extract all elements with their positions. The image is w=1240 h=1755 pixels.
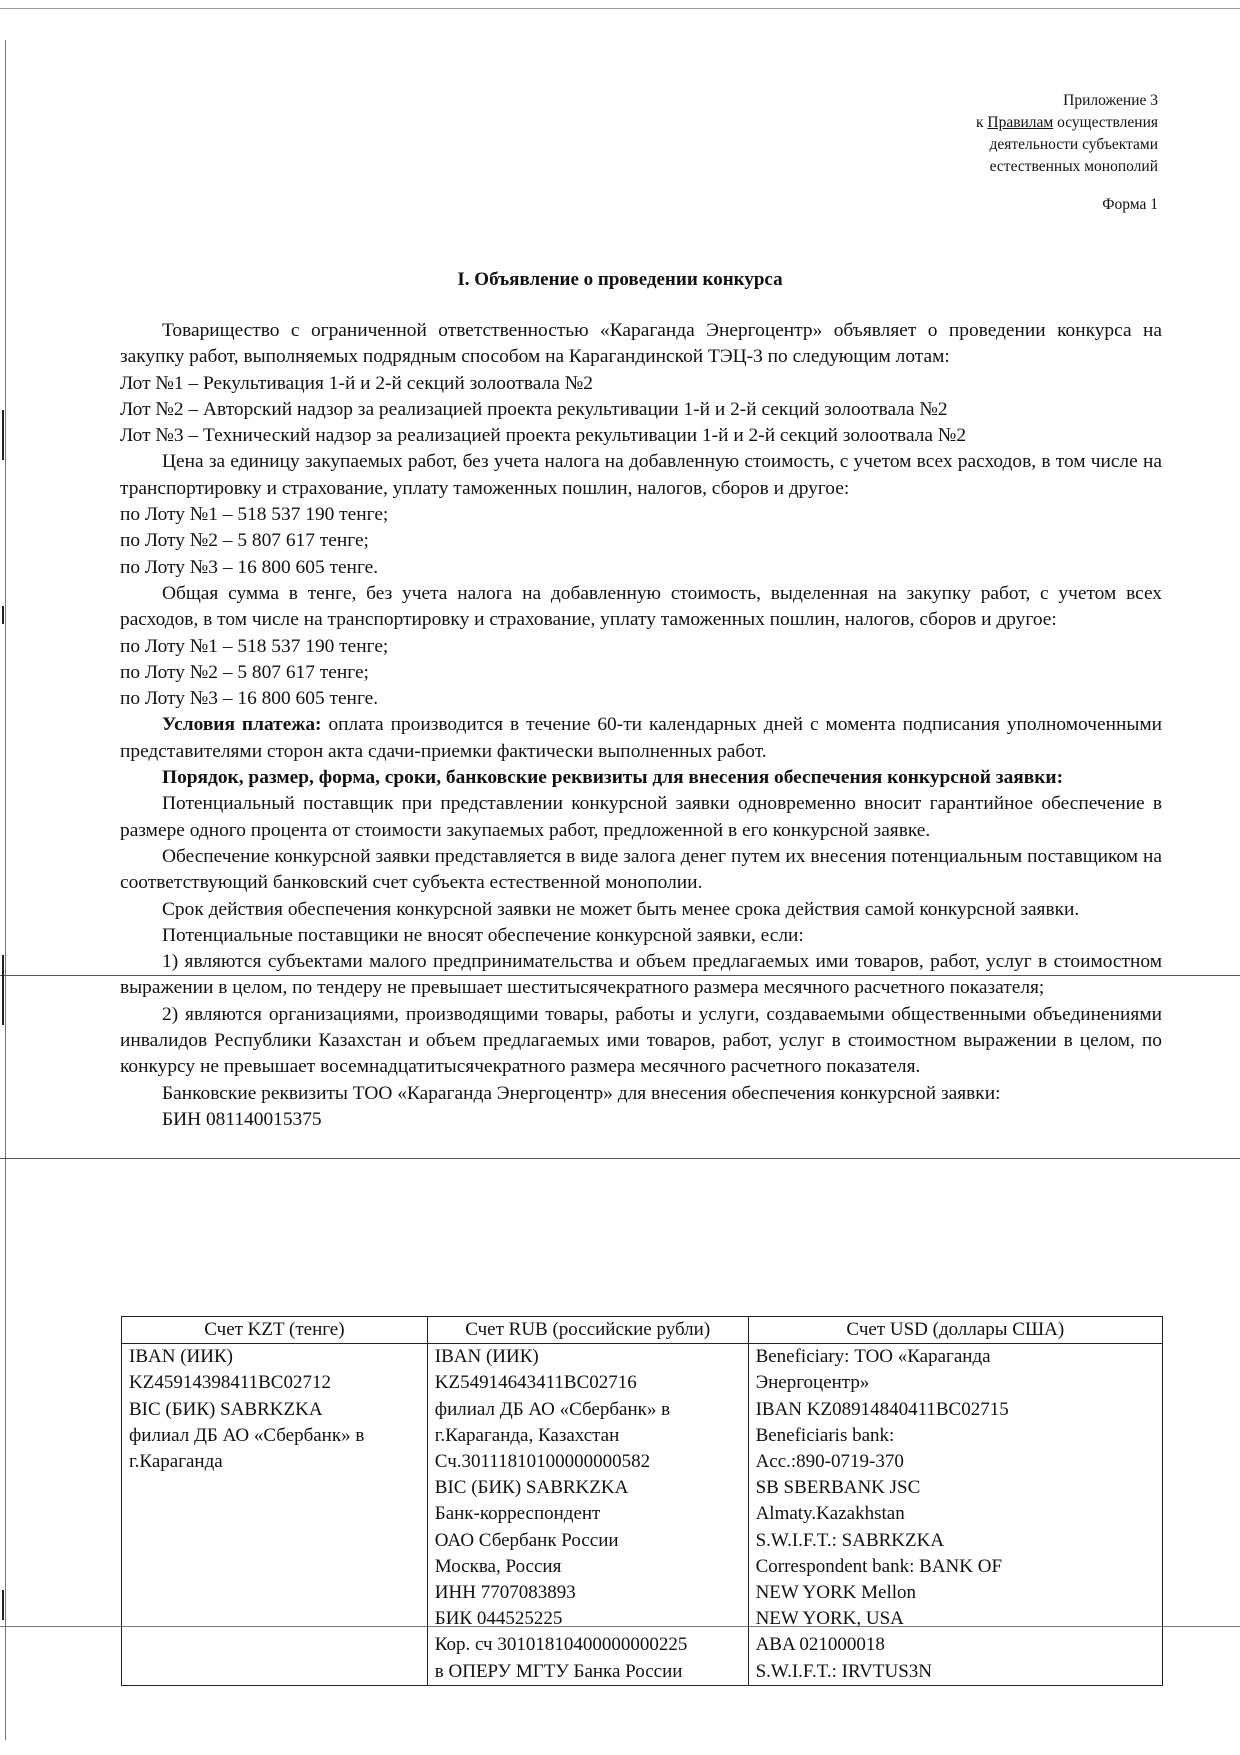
- column-header-kzt: Счет KZT (тенге): [122, 1317, 428, 1344]
- usd-line: Энергоцентр»: [755, 1372, 870, 1394]
- scan-line-artifact: [0, 1158, 1240, 1159]
- usd-line: NEW YORK, USA: [755, 1608, 904, 1630]
- exemption-item: 1) являются субъектами малого предпринимательства и объем предлагаемых ими товаров, работ, услуг в стоимостном выражении в целом, по тендеру не превышает шеститысячекратного размера месячного расчетного показателя;: [120, 951, 1162, 999]
- appendix-rules-line: к Правилам осуществления: [975, 114, 1158, 131]
- form-number: Форма 1: [1102, 196, 1158, 213]
- scan-mark: [2, 955, 4, 1025]
- scan-mark: [2, 1590, 4, 1620]
- document-body: [120, 318, 1162, 1133]
- kzt-line: филиал ДБ АО «Сбербанк» в: [129, 1424, 365, 1446]
- exemption-item: 2) являются организациями, производящими товары, работы и услуги, создаваемыми общественными объединениями инвалидов Республики Казахстан и объем предлагаемых ими товаров, работ, услуг в стоимостном выражении в целом, по конкурсу не превышает восемнадцатитысячекратного размера месячного расчетного показателя.: [120, 1003, 1162, 1078]
- lot-line: Лот №2 – Авторский надзор за реализацией проекта рекультивации 1-й и 2-й секций золоотвала №2: [120, 398, 948, 420]
- unit-price-line: по Лоту №3 – 16 800 605 тенге.: [120, 556, 379, 578]
- usd-line: ABA 021000018: [755, 1634, 885, 1656]
- rub-line: ОАО Сбербанк России: [434, 1529, 619, 1551]
- bank-details-table: [121, 1316, 1163, 1686]
- kzt-line: IBAN (ИИК): [129, 1346, 233, 1368]
- kzt-line: г.Караганда: [129, 1451, 223, 1473]
- unit-price-line: по Лоту №2 – 5 807 617 тенге;: [120, 530, 369, 552]
- security-paragraph: Срок действия обеспечения конкурсной заявки не может быть менее срока действия самой конкурсной заявки.: [162, 898, 1080, 920]
- rub-line: Банк-корреспондент: [434, 1503, 601, 1525]
- rub-line: БИК 044525225: [434, 1608, 563, 1630]
- column-header-usd: Счет USD (доллары США): [748, 1317, 1162, 1344]
- bank-table-header-row: [122, 1317, 1163, 1344]
- security-paragraph: Обеспечение конкурсной заявки представляется в виде залога денег путем их внесения потенциальным поставщиком на соответствующий банковский счет субъекта естественной монополии.: [120, 845, 1162, 894]
- rub-line: Сч.30111810100000000582: [434, 1451, 651, 1473]
- usd-line: Acc.:890-0719-370: [755, 1451, 904, 1473]
- rub-line: KZ54914643411BC02716: [434, 1372, 637, 1394]
- total-line: по Лоту №3 – 16 800 605 тенге.: [120, 688, 379, 710]
- usd-line: Correspondent bank: BANK OF: [755, 1555, 1003, 1577]
- usd-line: Almaty.Kazakhstan: [755, 1503, 905, 1525]
- rub-line: Кор. сч 30101810400000000225: [434, 1634, 688, 1656]
- rub-line: Москва, Россия: [434, 1555, 562, 1577]
- scan-edge-top: [0, 8, 1240, 9]
- appendix-line-4: естественных монополий: [989, 158, 1158, 175]
- rub-line: в ОПЕРУ МГТУ Банка России: [434, 1660, 683, 1682]
- payment-terms-paragraph: [120, 712, 1162, 765]
- unit-price-paragraph: Цена за единицу закупаемых работ, без учета налога на добавленную стоимость, с учетом всех расходов, в том числе на транспортировку и страхование, уплату таможенных пошлин, налогов, сборов и другое:: [120, 451, 1162, 499]
- usd-line: NEW YORK Mellon: [755, 1582, 916, 1604]
- total-amount-paragraph: Общая сумма в тенге, без учета налога на добавленную стоимость, выделенная на закупку работ, с учетом всех расходов, в том числе на транспортировку и страхование, уплату таможенных пошлин, налогов, сборов и другое:: [120, 582, 1162, 631]
- usd-account-cell: [748, 1344, 1162, 1686]
- scan-edge-left: [5, 40, 6, 1740]
- usd-line: Beneficiaris bank:: [755, 1424, 895, 1446]
- total-line: по Лоту №1 – 518 537 190 тенге;: [120, 635, 389, 657]
- bank-details-intro: Банковские реквизиты ТОО «Караганда Энергоцентр» для внесения обеспечения конкурсной заявки:: [162, 1082, 1001, 1104]
- scan-mark: [2, 606, 4, 624]
- rub-line: ИНН 7707083893: [434, 1582, 576, 1604]
- kzt-line: KZ45914398411BC02712: [129, 1372, 331, 1394]
- appendix-line-3: деятельности субъектами: [989, 136, 1158, 153]
- rub-line: IBAN (ИИК): [434, 1346, 539, 1368]
- usd-line: SB SBERBANK JSC: [755, 1477, 921, 1499]
- rules-link[interactable]: Правилам: [987, 114, 1054, 131]
- usd-line: Beneficiary: ТОО «Караганда: [755, 1346, 991, 1368]
- column-header-rub: Счет RUB (российские рубли): [427, 1317, 748, 1344]
- security-heading: Порядок, размер, форма, сроки, банковские реквизиты для внесения обеспечения конкурсной заявки:: [162, 767, 1064, 789]
- unit-price-line: по Лоту №1 – 518 537 190 тенге;: [120, 504, 389, 526]
- appendix-number: Приложение 3: [1063, 92, 1158, 109]
- kzt-line: BIC (БИК) SABRKZKA: [129, 1398, 323, 1420]
- payment-terms-label: Условия платежа:: [162, 714, 322, 736]
- intro-paragraph: Товарищество с ограниченной ответственностью «Караганда Энергоцентр» объявляет о проведении конкурса на закупку работ, выполняемых подрядным способом на Карагандинской ТЭЦ-3 по следующим лотам:: [120, 320, 1162, 368]
- usd-line: S.W.I.F.T.: SABRKZKA: [755, 1529, 945, 1551]
- usd-line: S.W.I.F.T.: IRVTUS3N: [755, 1660, 932, 1682]
- security-paragraph: Потенциальный поставщик при представлении конкурсной заявки одновременно вносит гарантийное обеспечение в размере одного процента от стоимости закупаемых работ, предложенной в его конкурсной заявке.: [120, 793, 1162, 841]
- usd-line: IBAN KZ08914840411BC02715: [755, 1398, 1009, 1420]
- scan-mark: [2, 410, 4, 460]
- kzt-account-cell: [122, 1344, 428, 1686]
- lot-line: Лот №3 – Технический надзор за реализацией проекта рекультивации 1-й и 2-й секций золоотвала №2: [120, 425, 967, 447]
- total-line: по Лоту №2 – 5 807 617 тенге;: [120, 661, 369, 683]
- appendix-header: [976, 90, 1158, 178]
- rub-line: BIC (БИК) SABRKZKA: [434, 1477, 629, 1499]
- rub-line: г.Караганда, Казахстан: [434, 1424, 620, 1446]
- bin-number: БИН 081140015375: [162, 1108, 322, 1130]
- security-paragraph: Потенциальные поставщики не вносят обеспечение конкурсной заявки, если:: [162, 924, 804, 946]
- rub-line: филиал ДБ АО «Сбербанк» в: [434, 1398, 671, 1420]
- lot-line: Лот №1 – Рекультивация 1-й и 2-й секций золоотвала №2: [120, 372, 593, 394]
- document-title: I. Объявление о проведении конкурса: [457, 269, 783, 290]
- payment-terms-text: оплата производится в течение 60-ти календарных дней с момента подписания уполномоченными представителями сторон акта сдачи-приемки фактически выполненных работ.: [120, 714, 1163, 762]
- bank-table-row: [122, 1344, 1163, 1686]
- rub-account-cell: [427, 1344, 748, 1686]
